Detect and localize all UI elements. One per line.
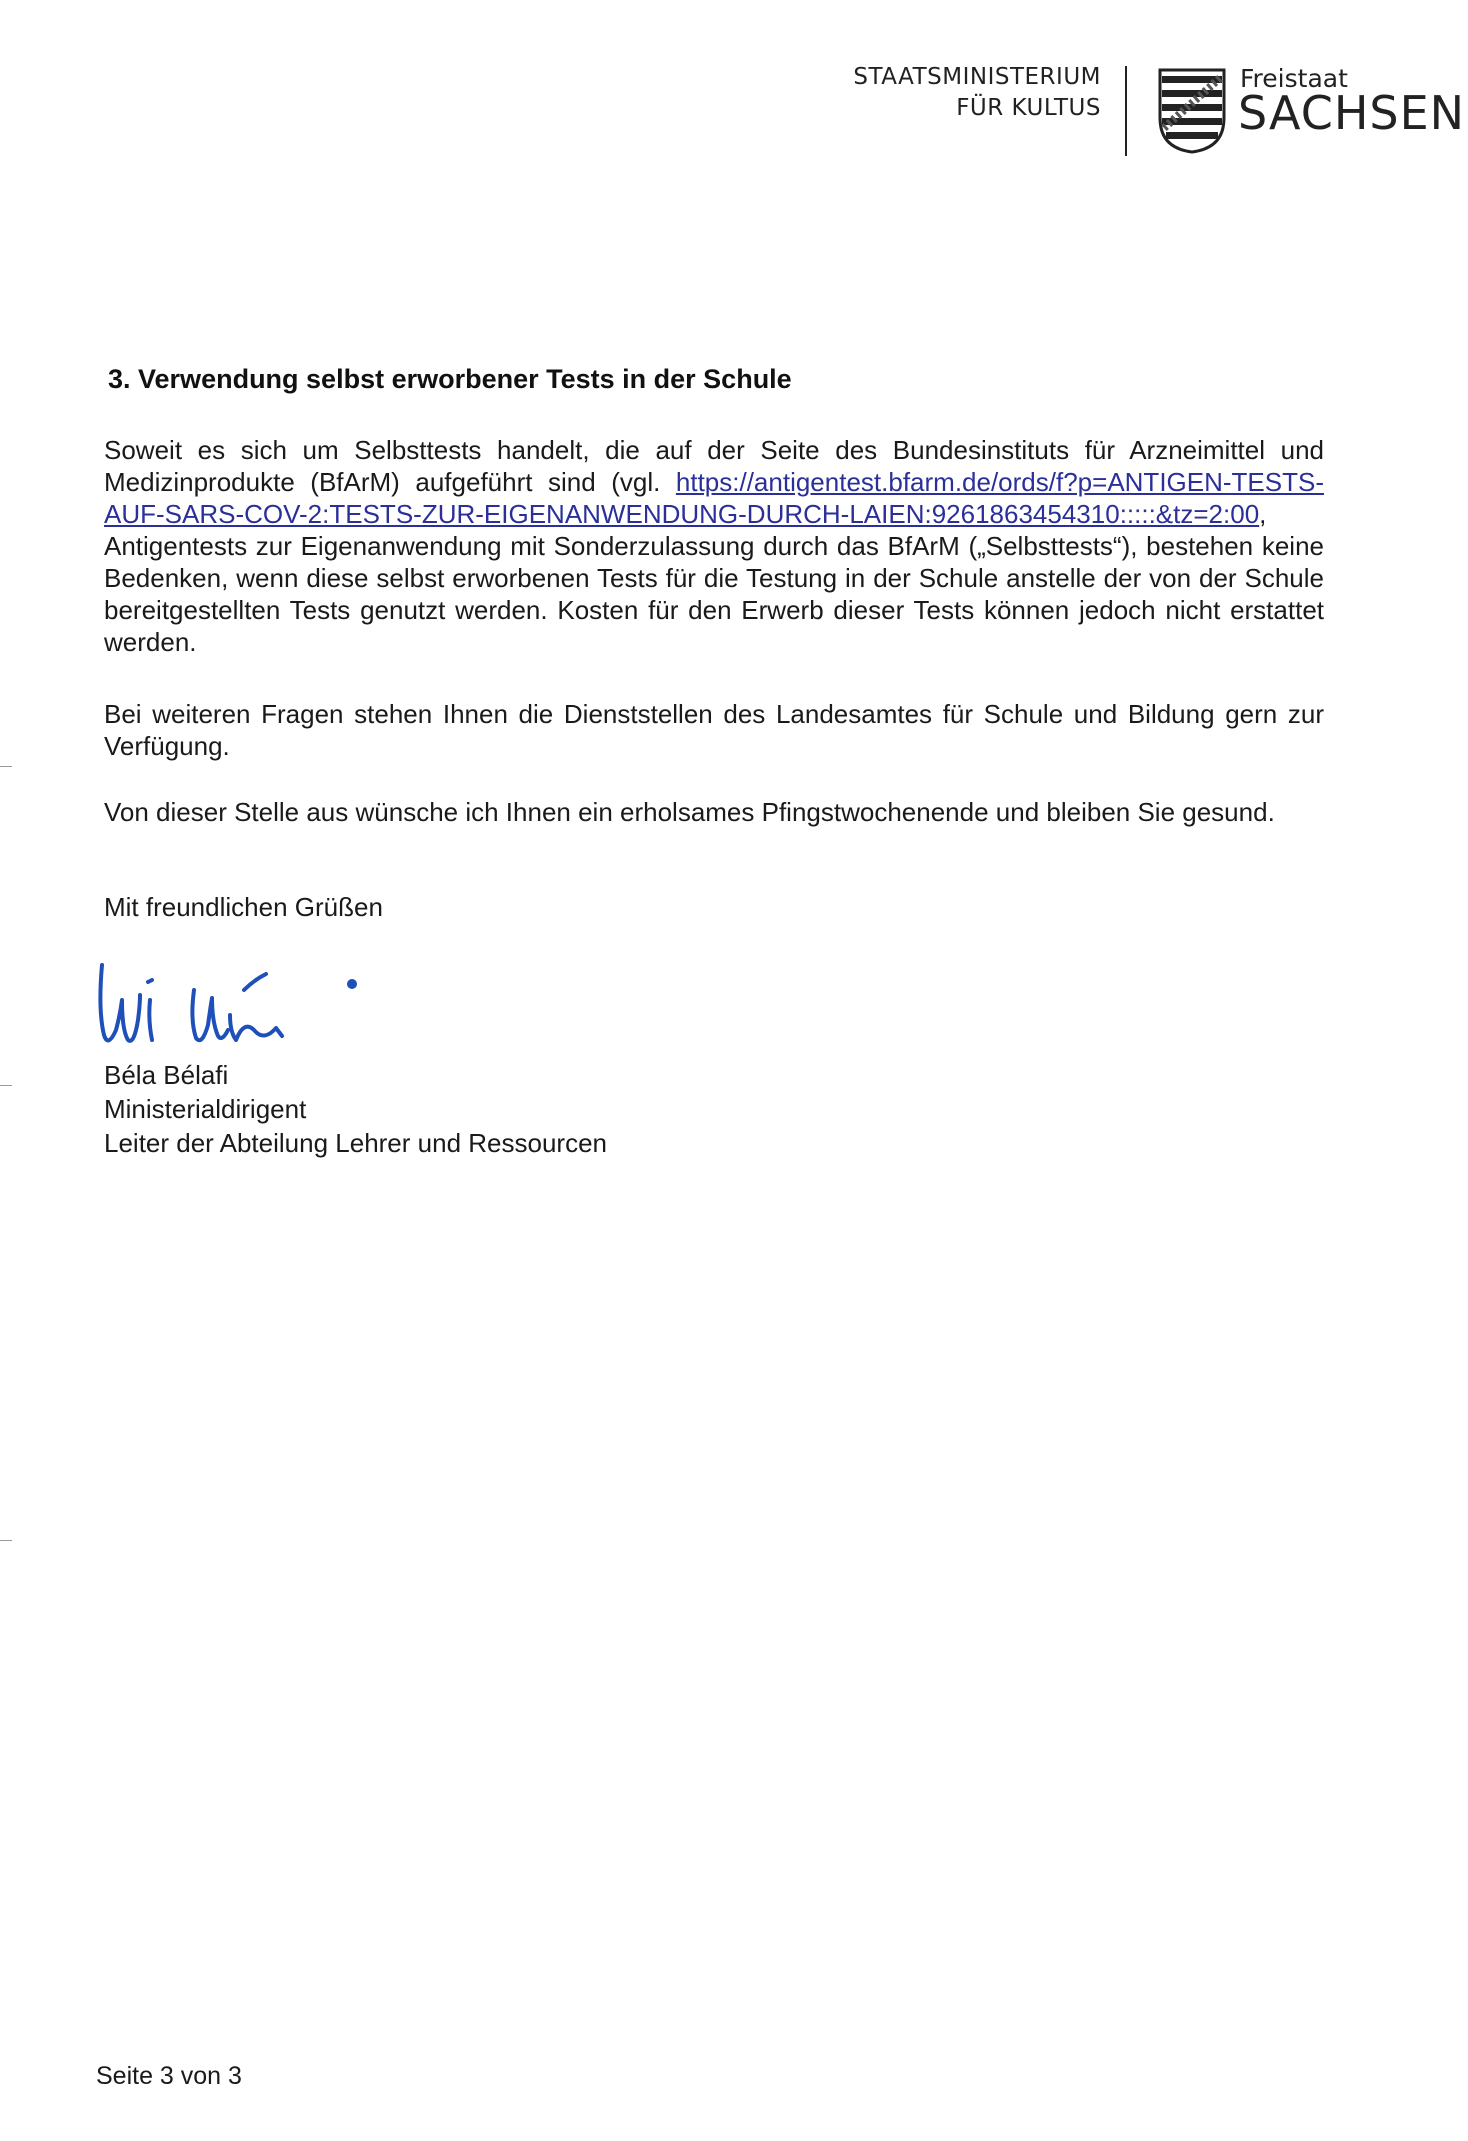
paragraph-wishes: Von dieser Stelle aus wünsche ich Ihnen ein erholsames Pfingstwochenende und bleiben Sie gesund. <box>104 797 1275 827</box>
paragraph-questions: Bei weiteren Fragen stehen Ihnen die Dienststellen des Landesamtes für Schule und Bildung gern zur Verfügung. <box>104 699 1324 761</box>
closing-greeting: Mit freundlichen Grüßen <box>104 892 383 922</box>
section-heading: 3. Verwendung selbst erworbener Tests in der Schule <box>108 364 792 394</box>
ministry-name <box>853 62 1101 124</box>
header-divider <box>1125 66 1127 156</box>
ministry-line-1: STAATSMINISTERIUM <box>853 64 1101 90</box>
fold-mark <box>0 766 12 767</box>
fold-mark <box>0 1540 12 1541</box>
paragraph-self-tests <box>104 434 1324 658</box>
bfarm-link[interactable]: https://antigentest.bfarm.de/ords/f?p=ANTIGEN-TESTS-AUF-SARS-COV-2:TESTS-ZUR-EIGENANWENDUNG-DURCH-LAIEN:9261863454310:::::&tz=2:00 <box>104 467 1324 529</box>
signer-block <box>104 1058 607 1160</box>
coat-of-arms-icon <box>1158 68 1226 154</box>
paragraph-text: , Antigentests zur Eigenanwendung mit Sonderzulassung durch das BfArM („Selbsttests“), bestehen keine Bedenken, wenn diese selbst erworbenen Tests für die Testung in der Schule anstelle der von der Schule bereitgestellten Tests genutzt werden. Kosten für den Erwerb dieser Tests können jedoch nicht erstattet werden. <box>104 499 1324 657</box>
fold-mark <box>0 1085 12 1086</box>
paragraph-text: Soweit es sich um Selbsttests handelt, die auf der Seite des Bundesinstituts für Arzneimittel und Medizinprodukte (BfArM) aufgeführt sind (vgl. <box>104 435 1324 497</box>
state-label-freistaat: Freistaat <box>1240 64 1348 93</box>
signer-department: Leiter der Abteilung Lehrer und Ressourcen <box>104 1128 607 1158</box>
state-label-sachsen: SACHSEN <box>1238 86 1466 140</box>
handwritten-signature <box>94 960 374 1060</box>
ministry-line-2: FÜR KULTUS <box>956 95 1101 121</box>
signer-name: Béla Bélafi <box>104 1060 229 1090</box>
page-number: Seite 3 von 3 <box>96 2062 242 2090</box>
signer-title: Ministerialdirigent <box>104 1094 307 1124</box>
